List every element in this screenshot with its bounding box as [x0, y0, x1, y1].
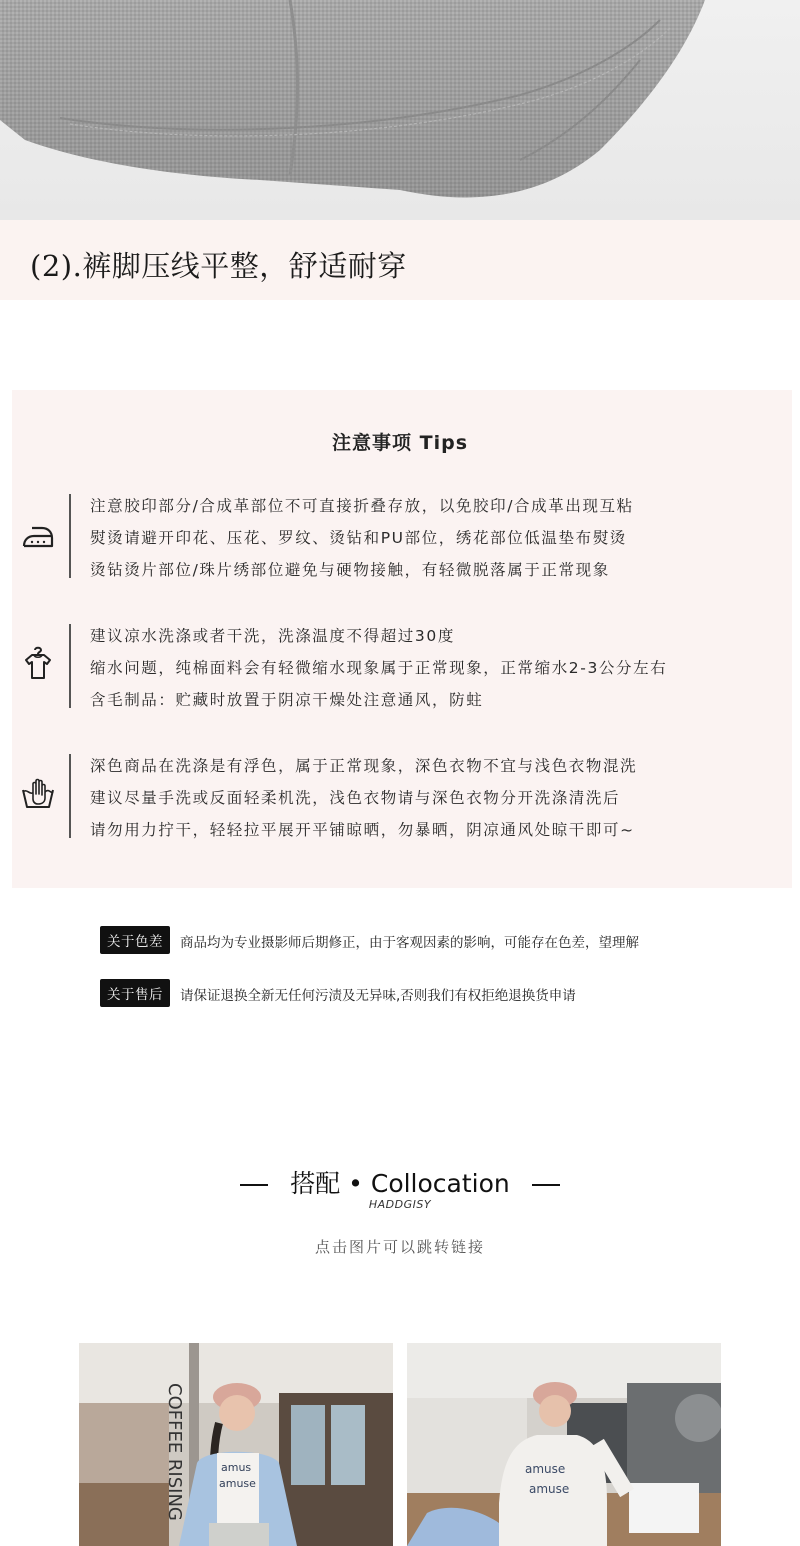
detail-caption: (2).裤脚压线平整，舒适耐穿 — [30, 249, 407, 283]
shirt-text: amus — [221, 1461, 252, 1474]
tip-line: 缩水问题，纯棉面料会有轻微缩水现象属于正常现象，正常缩水2-3公分左右 — [90, 659, 668, 677]
outfit-photo-2[interactable] — [407, 1343, 721, 1546]
collocation-hint: 点击图片可以跳转链接 — [314, 1238, 485, 1256]
tip-line: 烫钻烫片部位/珠片绣部位避免与硬物接触，有轻微脱落属于正常现象 — [90, 561, 610, 579]
notice-tag: 关于售后 — [100, 979, 170, 1007]
hanging-shirt-icon — [18, 644, 58, 684]
hand-wash-icon — [18, 774, 58, 814]
tip-line: 深色商品在洗涤是有浮色，属于正常现象，深色衣物不宜与浅色衣物混洗 — [90, 757, 638, 775]
tip-line: 注意胶印部分/合成革部位不可直接折叠存放，以免胶印/合成革出现互粘 — [90, 497, 634, 515]
notice-text: 商品均为专业摄影师后期修正，由于客观因素的影响，可能存在色差，望理解 — [180, 935, 639, 951]
tip-divider — [69, 754, 71, 838]
tip-line: 含毛制品：贮藏时放置于阴凉干燥处注意通风，防蛀 — [90, 691, 484, 709]
notice-tag: 关于色差 — [100, 926, 170, 954]
notice-text: 请保证退换全新无任何污渍及无异味,否则我们有权拒绝退换货申请 — [180, 988, 576, 1004]
tip-line: 熨烫请避开印花、压花、罗纹、烫钻和PU部位，绣花部位低温垫布熨烫 — [90, 529, 627, 547]
iron-icon — [18, 516, 58, 556]
outfit-photo-1[interactable] — [79, 1343, 393, 1546]
tip-line: 建议凉水洗涤或者干洗，洗涤温度不得超过30度 — [90, 627, 455, 645]
title-dash — [532, 1184, 560, 1186]
collocation-title — [0, 1164, 800, 1200]
product-detail-image — [0, 0, 800, 220]
tip-divider — [69, 494, 71, 578]
shirt-text: amuse — [219, 1477, 256, 1490]
tip-line: 建议尽量手洗或反面轻柔机洗，浅色衣物请与深色衣物分开洗涤清洗后 — [90, 789, 621, 807]
shirt-text: amuse — [525, 1462, 566, 1476]
shirt-text: amuse — [529, 1482, 570, 1496]
tip-line: 请勿用力拧干，轻轻拉平展开平铺晾晒，勿暴晒，阴凉通风处晾干即可~ — [90, 821, 635, 839]
wall-text: COFFEE RISING — [164, 1383, 185, 1521]
brand-name: HADDGISY — [368, 1198, 432, 1211]
collocation-title-text: 搭配 • Collocation — [290, 1169, 510, 1198]
title-dash — [240, 1184, 268, 1186]
tips-title: 注意事项 Tips — [332, 432, 468, 454]
tip-divider — [69, 624, 71, 708]
